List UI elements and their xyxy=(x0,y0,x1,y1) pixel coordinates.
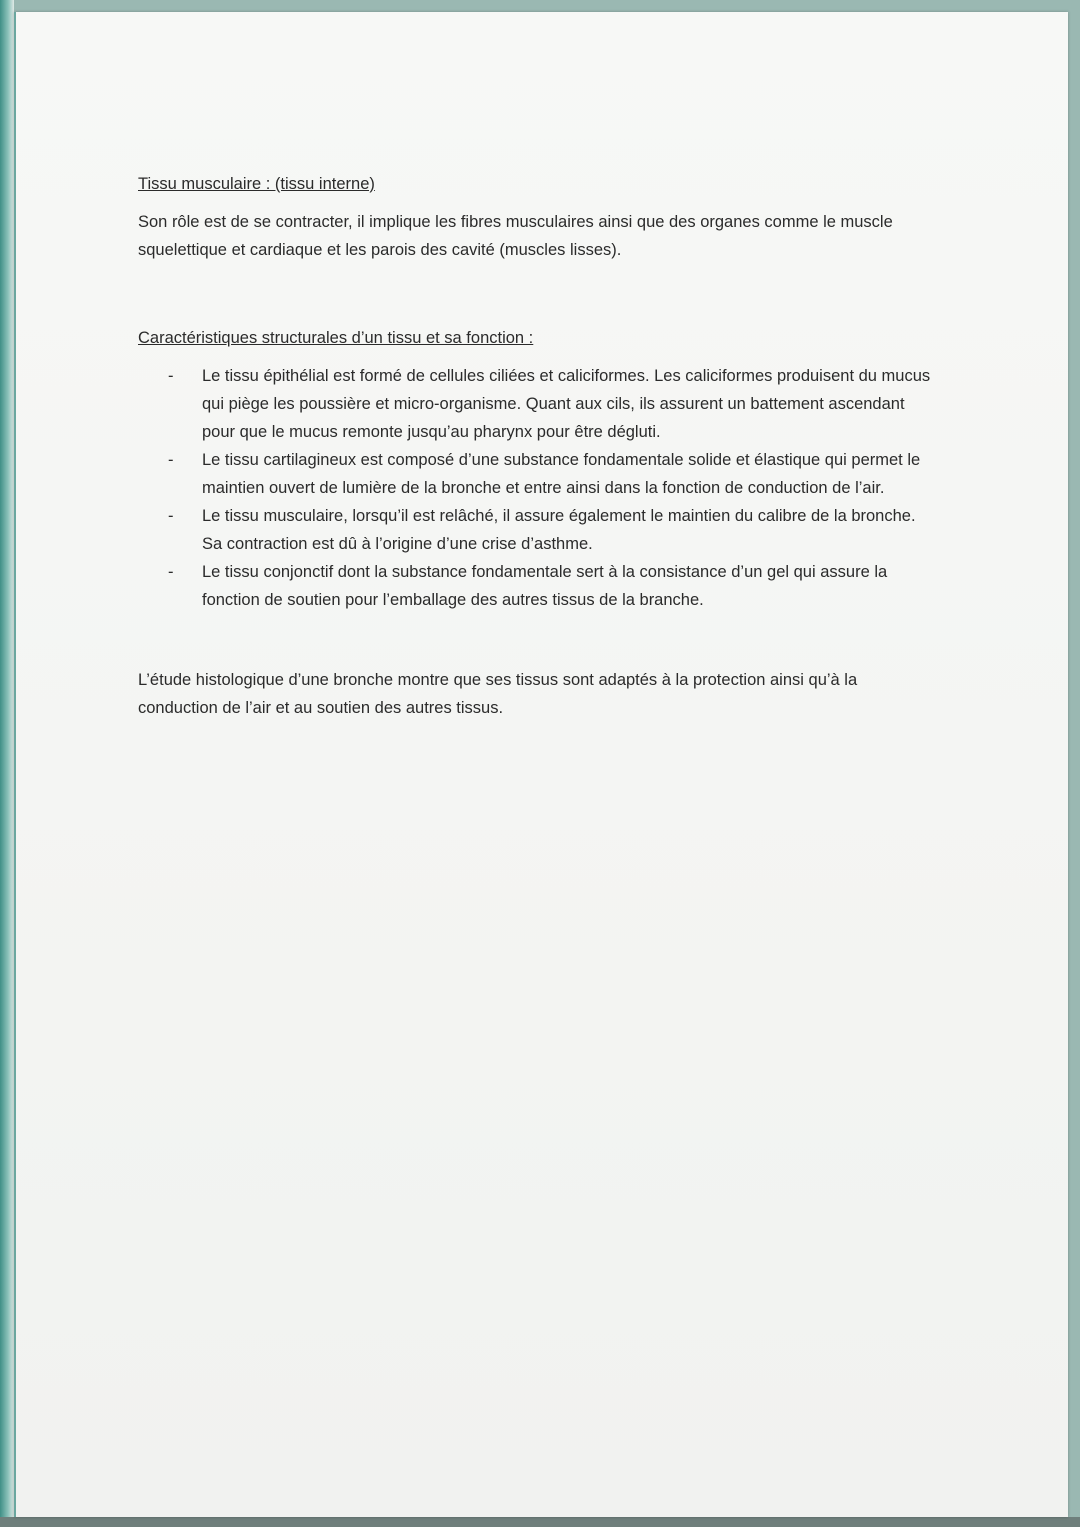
document-page xyxy=(14,12,1068,1517)
bullet-list xyxy=(138,362,938,614)
binder-edge xyxy=(0,0,14,1527)
bullet-marker: - xyxy=(168,451,174,469)
list-item-text: Le tissu conjonctif dont la substance fondamentale sert à la consistance d’un gel qui assure la fonction de soutien pour l’emballage des autres tissus de la branche. xyxy=(202,563,888,609)
conclusion-paragraph: L’étude histologique d’une bronche montre que ses tissus sont adaptés à la protection ainsi qu’à la conduction de l’air et au soutien des autres tissus. xyxy=(138,671,858,717)
bullet-marker: - xyxy=(168,367,174,385)
list-item xyxy=(138,446,938,502)
list-item xyxy=(138,362,938,446)
section-heading: Caractéristiques structurales d’un tissu et sa fonction : xyxy=(138,329,534,347)
section-paragraph: Son rôle est de se contracter, il implique les fibres musculaires ainsi que des organes comme le muscle squelettique et cardiaque et les parois des cavité (muscles lisses). xyxy=(138,213,893,259)
section-structural-characteristics xyxy=(138,324,938,614)
list-item-text: Le tissu épithélial est formé de cellules ciliées et caliciformes. Les caliciformes produisent du mucus qui piège les poussière et micro-organisme. Quant aux cils, ils assurent un battement ascendant pour que le mucus remonte jusqu’au pharynx pour être dégluti. xyxy=(202,367,931,441)
list-item xyxy=(138,558,938,614)
list-item-text: Le tissu musculaire, lorsqu’il est relâché, il assure également le maintien du calibre de la bronche. Sa contraction est dû à l’origine d’une crise d’asthme. xyxy=(202,507,916,553)
section-muscle-tissue xyxy=(138,170,938,264)
bullet-marker: - xyxy=(168,507,174,525)
bullet-marker: - xyxy=(168,563,174,581)
document-content xyxy=(138,170,938,722)
list-item xyxy=(138,502,938,558)
bottom-edge xyxy=(0,1517,1080,1527)
section-heading: Tissu musculaire : (tissu interne) xyxy=(138,175,375,193)
list-item-text: Le tissu cartilagineux est composé d’une substance fondamentale solide et élastique qui permet le maintien ouvert de lumière de la bronche et entre ainsi dans la fonction de conduction de l’air. xyxy=(202,451,921,497)
